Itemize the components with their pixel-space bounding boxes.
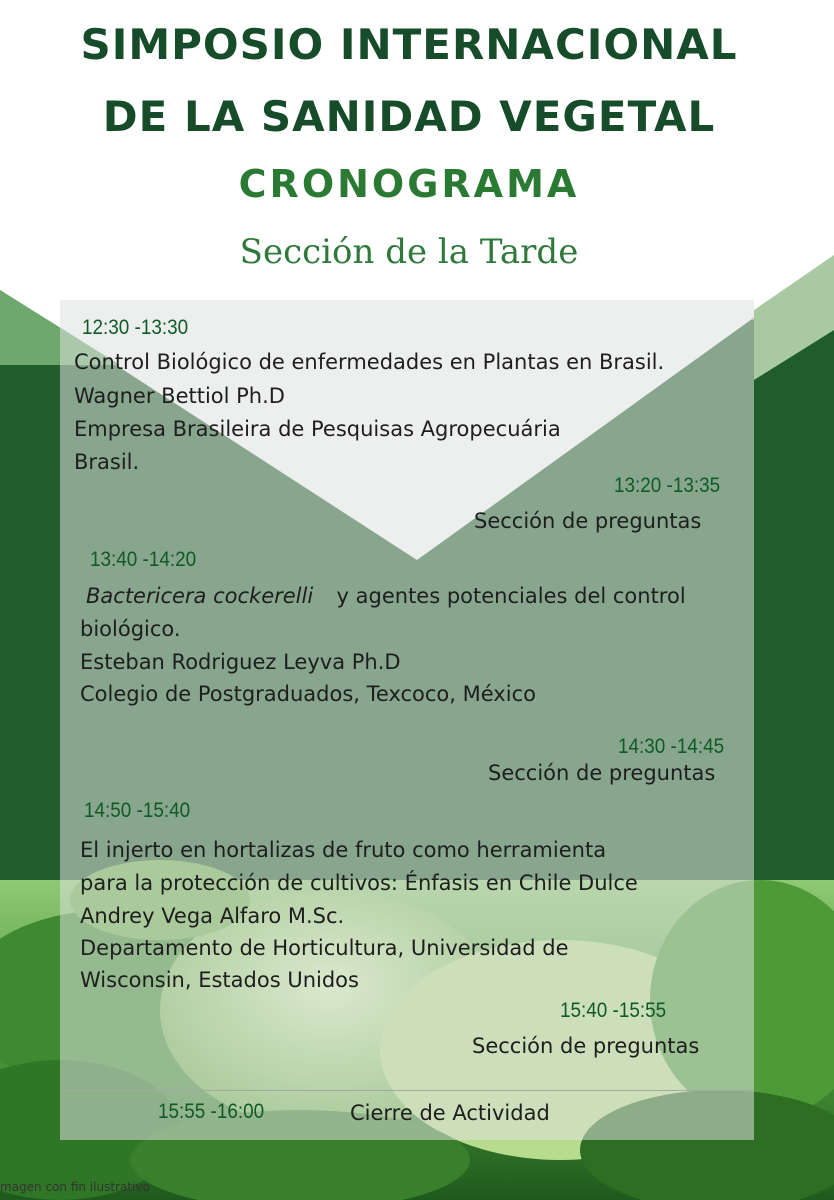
session-1-title: Control Biológico de enfermedades en Plantas en Brasil. [74, 350, 665, 374]
questions-1-label: Sección de preguntas [474, 509, 702, 533]
questions-2-time: 14:30 -14:45 [618, 735, 725, 758]
species-name: Bactericera cockerelli [86, 584, 314, 608]
session-3-institution-line2: Wisconsin, Estados Unidos [80, 968, 359, 992]
session-2-title-rest: y agentes potenciales del control [336, 584, 686, 608]
session-1-speaker: Wagner Bettiol Ph.D [74, 384, 285, 408]
closing-label: Cierre de Actividad [350, 1101, 550, 1125]
closing-time: 15:55 -16:00 [158, 1100, 265, 1123]
session-2-title-line2: biológico. [80, 617, 181, 641]
session-1-institution: Empresa Brasileira de Pesquisas Agropecuária [74, 417, 561, 441]
session-1-country: Brasil. [74, 450, 140, 474]
questions-2-label: Sección de preguntas [488, 761, 716, 785]
session-3-title-line2: para la protección de cultivos: Énfasis en Chile Dulce [80, 871, 638, 895]
schedule-heading: CRONOGRAMA [238, 162, 580, 206]
panel-divider [60, 1090, 754, 1091]
session-2-time: 13:40 -14:20 [90, 548, 197, 571]
session-3-institution-line1: Departamento de Horticultura, Universidad de [80, 936, 569, 960]
session-3-title-line1: El injerto en hortalizas de fruto como herramienta [80, 838, 607, 862]
event-title-line2: DE LA SANIDAD VEGETAL [102, 92, 716, 141]
session-1-time: 12:30 -13:30 [82, 316, 189, 339]
session-2-title-line1 [86, 584, 686, 608]
questions-1-time: 13:20 -13:35 [614, 474, 721, 497]
questions-3-label: Sección de preguntas [472, 1034, 700, 1058]
session-subtitle: Sección de la Tarde [239, 232, 579, 272]
questions-3-time: 15:40 -15:55 [560, 999, 667, 1022]
event-title-line1: SIMPOSIO INTERNACIONAL [80, 20, 738, 69]
session-2-institution: Colegio de Postgraduados, Texcoco, México [80, 682, 536, 706]
session-2-speaker: Esteban Rodriguez Leyva Ph.D [80, 650, 401, 674]
session-3-speaker: Andrey Vega Alfaro M.Sc. [80, 904, 345, 928]
image-caption: magen con fin ilustrativo [0, 1180, 150, 1194]
session-3-time: 14:50 -15:40 [84, 799, 191, 822]
